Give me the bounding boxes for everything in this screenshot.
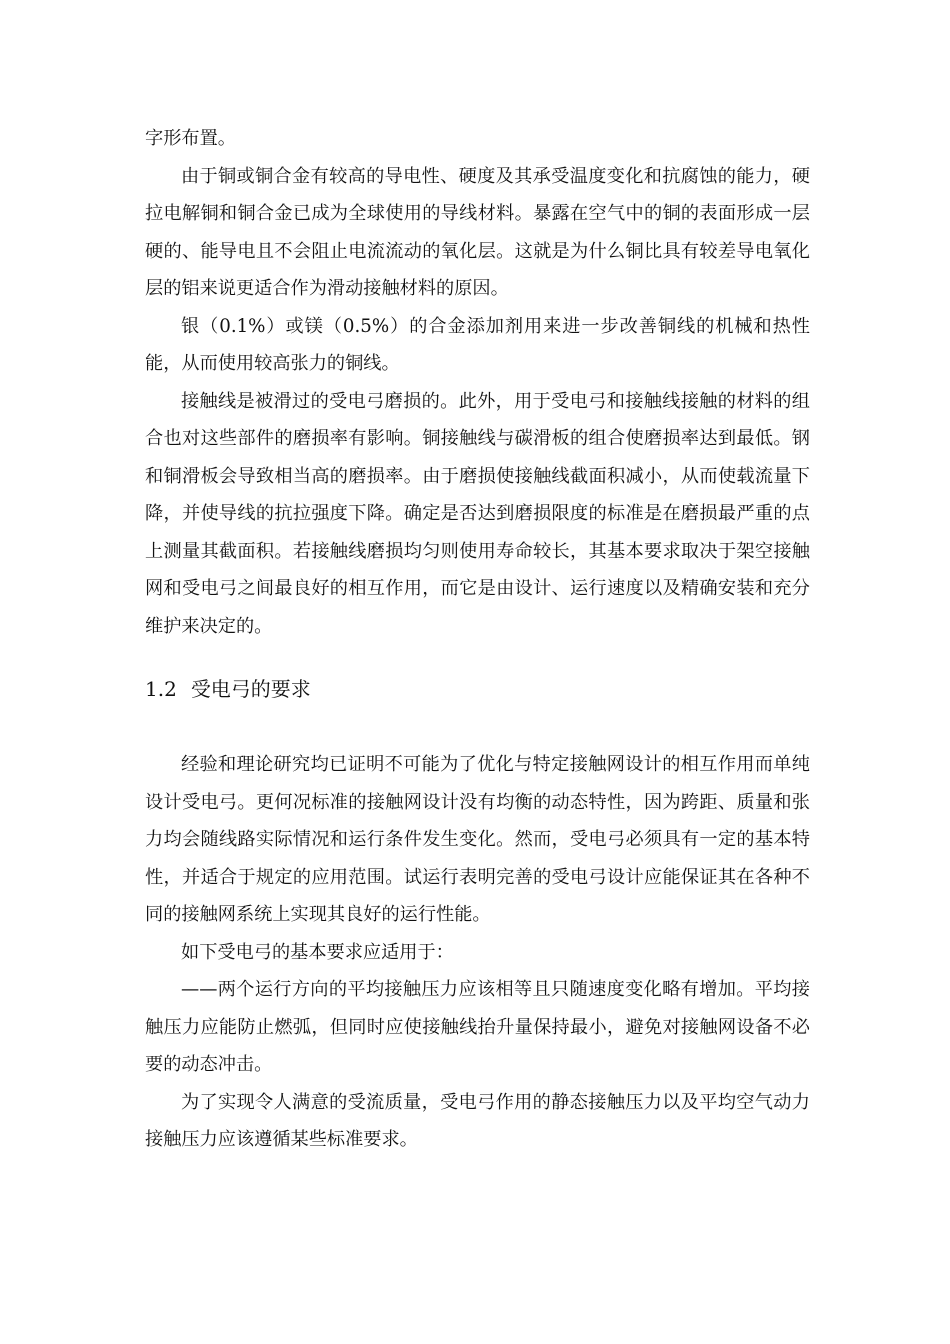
section-heading: [145, 675, 810, 703]
paragraph-alloy-additives: 银（0.1%）或镁（0.5%）的合金添加剂用来进一步改善铜线的机械和热性能，从而使用较高张力的铜线。: [145, 315, 810, 374]
paragraph-basic-requirements: 如下受电弓的基本要求应适用于：: [181, 941, 454, 963]
paragraph-pantograph-design: 经验和理论研究均已证明不可能为了优化与特定接触网设计的相互作用而单纯设计受电弓。更何况标准的接触网设计没有均衡的动态特性，因为跨距、质量和张力均会随线路实际情况和运行条件发生变化。然而，受电弓必须具有一定的基本特性，并适合于规定的应用范围。试运行表明完善的受电弓设计应能保证其在各种不同的接触网系统上实现其良好的运行性能。: [145, 754, 810, 925]
section-number: 1.2: [145, 677, 177, 701]
paragraph-continuation: 字形布置。: [145, 128, 236, 149]
document-page: [145, 120, 810, 1159]
section-title: 受电弓的要求: [190, 677, 311, 701]
paragraph-contact-force: ——两个运行方向的平均接触压力应该相等且只随速度变化略有增加。平均接触压力应能防止燃弧，但同时应使接触线抬升量保持最小，避免对接触网设备不必要的动态冲击。: [145, 979, 810, 1075]
paragraph-contact-wire-wear: 接触线是被滑过的受电弓磨损的。此外，用于受电弓和接触线接触的材料的组合也对这些部件的磨损率有影响。铜接触线与碳滑板的组合使磨损率达到最低。钢和铜滑板会导致相当高的磨损率。由于磨损使接触线截面积减小，从而使载流量下降，并使导线的抗拉强度下降。确定是否达到磨损限度的标准是在磨损最严重的点上测量其截面积。若接触线磨损均匀则使用寿命较长，其基本要求取决于架空接触网和受电弓之间最良好的相互作用，而它是由设计、运行速度以及精确安装和充分维护来决定的。: [145, 390, 810, 637]
paragraph-collection-quality: 为了实现令人满意的受流质量，受电弓作用的静态接触压力以及平均空气动力接触压力应该遵循某些标准要求。: [145, 1091, 810, 1150]
paragraph-copper-conductors: 由于铜或铜合金有较高的导电性、硬度及其承受温度变化和抗腐蚀的能力，硬拉电解铜和铜合金已成为全球使用的导线材料。暴露在空气中的铜的表面形成一层硬的、能导电且不会阻止电流流动的氧化层。这就是为什么铜比具有较差导电氧化层的铝来说更适合作为滑动接触材料的原因。: [145, 165, 810, 299]
